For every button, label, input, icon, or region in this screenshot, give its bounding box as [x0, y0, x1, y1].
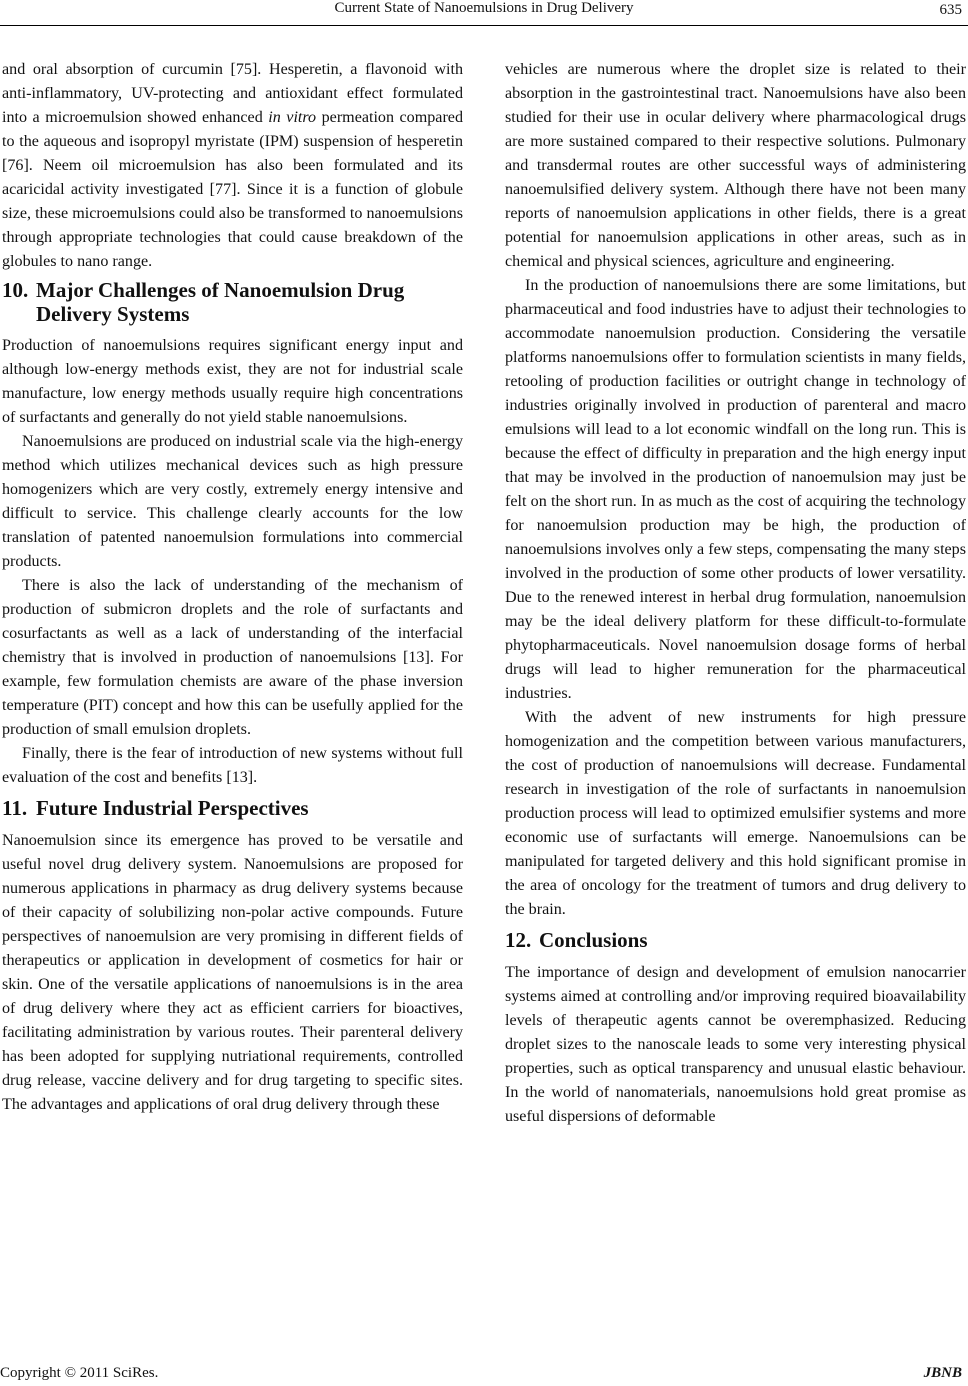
left-column: [2, 58, 463, 1117]
text-run: permeation compared to the aqueous and isopropyl myristate (IPM) suspension of hesperetin [76]. Neem oil microemulsion has also been formulated and its acaricidal activity investigated [77]. Since it is a function of globule size, these microemulsions could also be transformed to nanoemulsions through appropriate technologies that could cause breakdown of the globules to nano range.: [2, 109, 463, 270]
paragraph: vehicles are numerous where the droplet size is related to their absorption in the gastrointestinal tract. Nanoemulsions have also been studied for their use in ocular delivery where pharmacological drugs are more sustained compared to their respective solutions. Pulmonary and transdermal routes are other successful ways of administering nanoemulsified delivery system. Although there have not been many reports of nanoemulsion applications in other fields, there is a great potential for nanoemulsion applications in other areas, such as in chemical and physical sciences, agriculture and engineering.: [505, 61, 966, 270]
section-heading-11: [2, 796, 463, 820]
section-title: Future Industrial Perspectives: [36, 796, 309, 820]
section-heading-10: [2, 278, 463, 326]
paragraph: There is also the lack of understanding of the mechanism of production of submicron droplets and the role of surfactants and cosurfactants as well as a lack of understanding of the interfacial chemistry that is involved in production of nanoemulsions [13]. For example, few formulation chemists are aware of the phase inversion temperature (PIT) concept and how this can be usefully applied for the production of small emulsion droplets.: [2, 577, 463, 738]
section-title: Major Challenges of Nanoemulsion Drug Delivery Systems: [36, 278, 405, 326]
section-heading-12: [505, 928, 966, 952]
copyright: Copyright © 2011 SciRes.: [0, 1365, 159, 1381]
paragraph: Nanoemulsions are produced on industrial scale via the high-energy method which utilizes mechanical devices such as high pressure homogenizers which are very costly, extremely energy intensive and difficult to service. This challenge clearly accounts for the low translation of patented nanoemulsion formulations into commercial products.: [2, 433, 463, 570]
paragraph: With the advent of new instruments for high pressure homogenization and the competition between various manufacturers, the cost of production of nanoemulsions will decrease. Fundamental research in investigation of the role of surfactants in nanoemulsion production process will lead to optimized emulsifier systems and more economic use of surfactants will emerge. Nanoemulsions can be manipulated for targeted delivery and this hold significant promise in the area of oncology for the treatment of tumors and drug delivery to the brain.: [505, 709, 966, 918]
section-number: 10.: [2, 278, 29, 302]
paragraph: Nanoemulsion since its emergence has proved to be versatile and useful novel drug delivery system. Nanoemulsions are proposed for numerous applications in pharmacy as drug delivery systems because of their capacity of solubilizing non-polar active compounds. Future perspectives of nanoemulsion are very promising in different fields of therapeutics or application in development of cosmetics for hair or skin. One of the versatile applications of nanoemulsions is in the area of drug delivery where they act as efficient carriers for bioactives, facilitating administration by various routes. Their parenteral delivery has been adopted for supplying nutriational requirements, controlled drug release, vaccine delivery and for drug targeting to specific sites. The advantages and applications of oral drug delivery through these: [2, 832, 463, 1113]
paragraph: Production of nanoemulsions requires significant energy input and although low-energy methods exist, they are not for industrial scale manufacture, low energy methods usually require high concentrations of surfactants and generally do not yield stable nanoemulsions.: [2, 337, 463, 426]
paragraph: Finally, there is the fear of introduction of new systems without full evaluation of the cost and benefits [13].: [2, 745, 463, 786]
section-number: 11.: [2, 796, 28, 820]
section-number: 12.: [505, 928, 532, 952]
right-column: [505, 58, 966, 1129]
text-run: and oral absorption of curcumin [75]. Hesperetin, a flavonoid with anti-inflammatory, UV-protecting and antioxidant effect formulated into a microemulsion showed enhanced: [2, 61, 463, 126]
header-rule: [0, 25, 968, 26]
italic-term: in vitro: [268, 109, 317, 126]
section-title: Conclusions: [539, 928, 648, 952]
journal-abbrev: JBNB: [923, 1365, 962, 1381]
paragraph: [2, 58, 463, 274]
running-header: [0, 0, 968, 30]
paragraph: The importance of design and development of emulsion nanocarrier systems aimed at controlling and/or improving required bioavailability levels of therapeutic agents cannot be overemphasized. Reducing droplet sizes to the nanoscale leads to some very interesting physical properties, such as optical transparency and unusual elastic behaviour. In the world of nanomaterials, nanoemulsions hold great promise as useful dispersions of deformable: [505, 964, 966, 1125]
page-number: 635: [939, 2, 962, 18]
running-title: Current State of Nanoemulsions in Drug Delivery: [334, 0, 634, 16]
paragraph: In the production of nanoemulsions there are some limitations, but pharmaceutical and food industries have to adjust their technologies to accommodate nanoemulsion production. Considering the versatile platforms nanoemulsions offer to formulation scientists in many fields, retooling of production facilities or outright change in technology of industries originally involved in production of parenteral and macro emulsions will lead to a lot economic windfall on the long run. This is because the effect of difficulty in preparation and the high energy input that may be involved in the production of nanoemulsion may just be felt on the short run. In as much as the cost of acquiring the technology for nanoemulsion production may be high, the production of nanoemulsions involves only a few steps, compensating the many steps involved in the production of some other products of lower versatility. Due to the renewed interest in herbal drug formulation, nanoemulsion may be the ideal delivery platform for these difficult-to-formulate phytopharmaceuticals. Novel nanoemulsion dosage forms of herbal drugs will lead to higher remuneration for the pharmaceutical industries.: [505, 277, 966, 702]
